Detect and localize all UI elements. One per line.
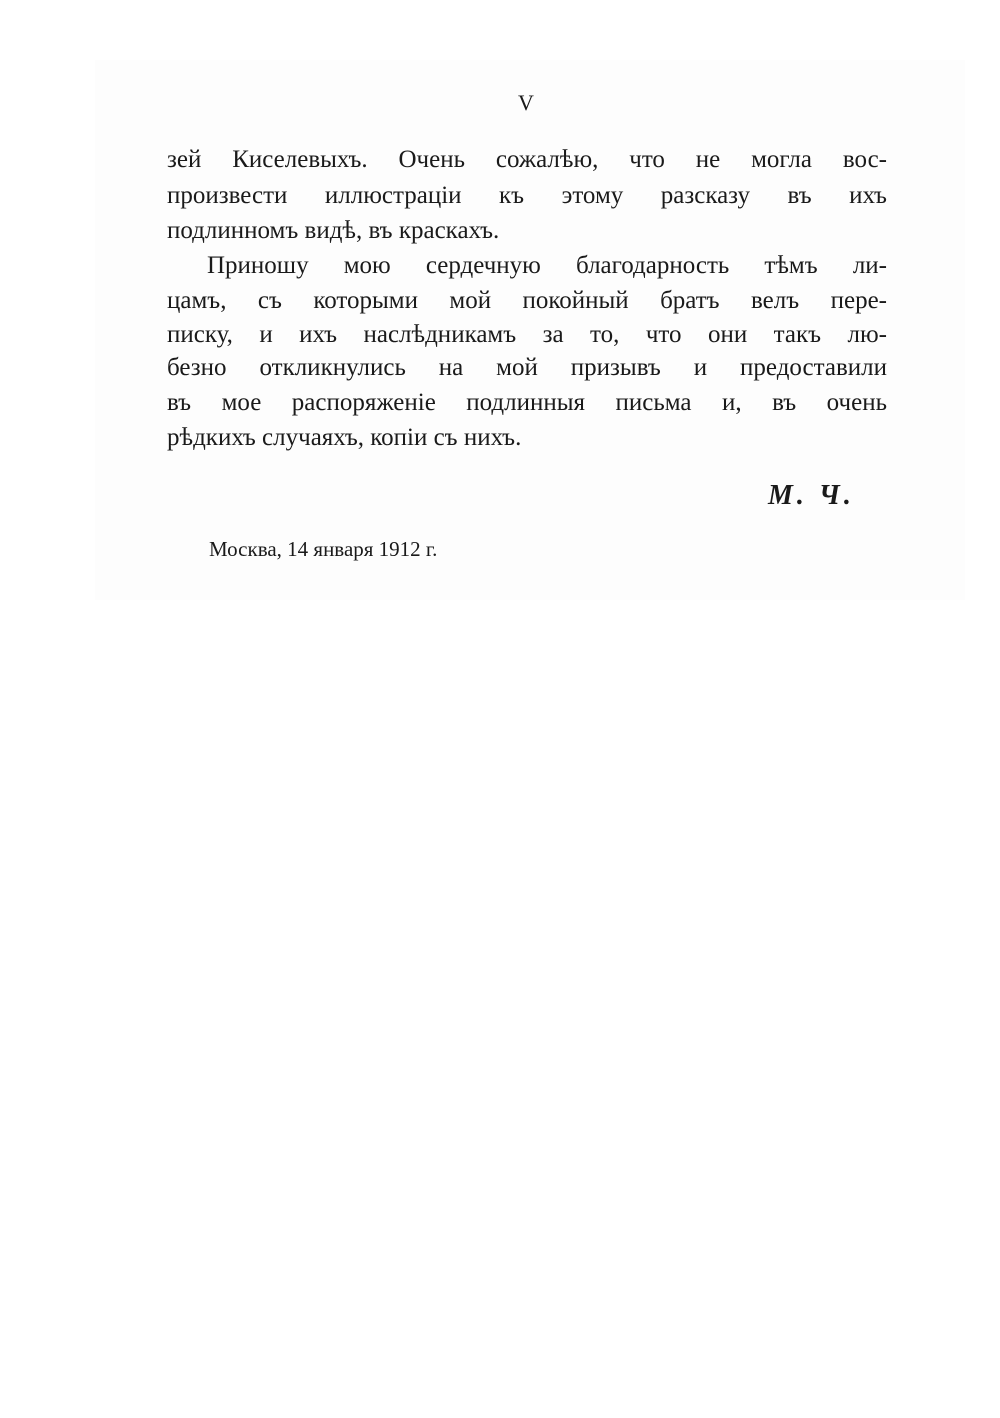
text-line: подлинномъ видѣ, въ краскахъ. xyxy=(167,217,500,244)
text-line: писку, и ихъ наслѣдникамъ за то, что они такъ лю- xyxy=(167,321,887,348)
text-line: Приношу мою сердечную благодарность тѣмъ ли- xyxy=(207,252,887,279)
signature: М. Ч. xyxy=(768,480,855,511)
text-line: цамъ, съ которыми мой покойный братъ велъ пере- xyxy=(167,287,887,314)
text-line: произвести иллюстраціи къ этому разсказу въ ихъ xyxy=(167,182,887,209)
text-line: въ мое распоряженіе подлинныя письма и, въ очень xyxy=(167,389,887,416)
text-line: безно откликнулись на мой призывъ и предоставили xyxy=(167,354,887,381)
text-line: зей Киселевыхъ. Очень сожалѣю, что не могла вос- xyxy=(167,146,887,173)
dateline: Москва, 14 января 1912 г. xyxy=(209,537,438,561)
text-line: рѣдкихъ случаяхъ, копіи съ нихъ. xyxy=(167,424,522,451)
page-number: V xyxy=(518,90,534,115)
